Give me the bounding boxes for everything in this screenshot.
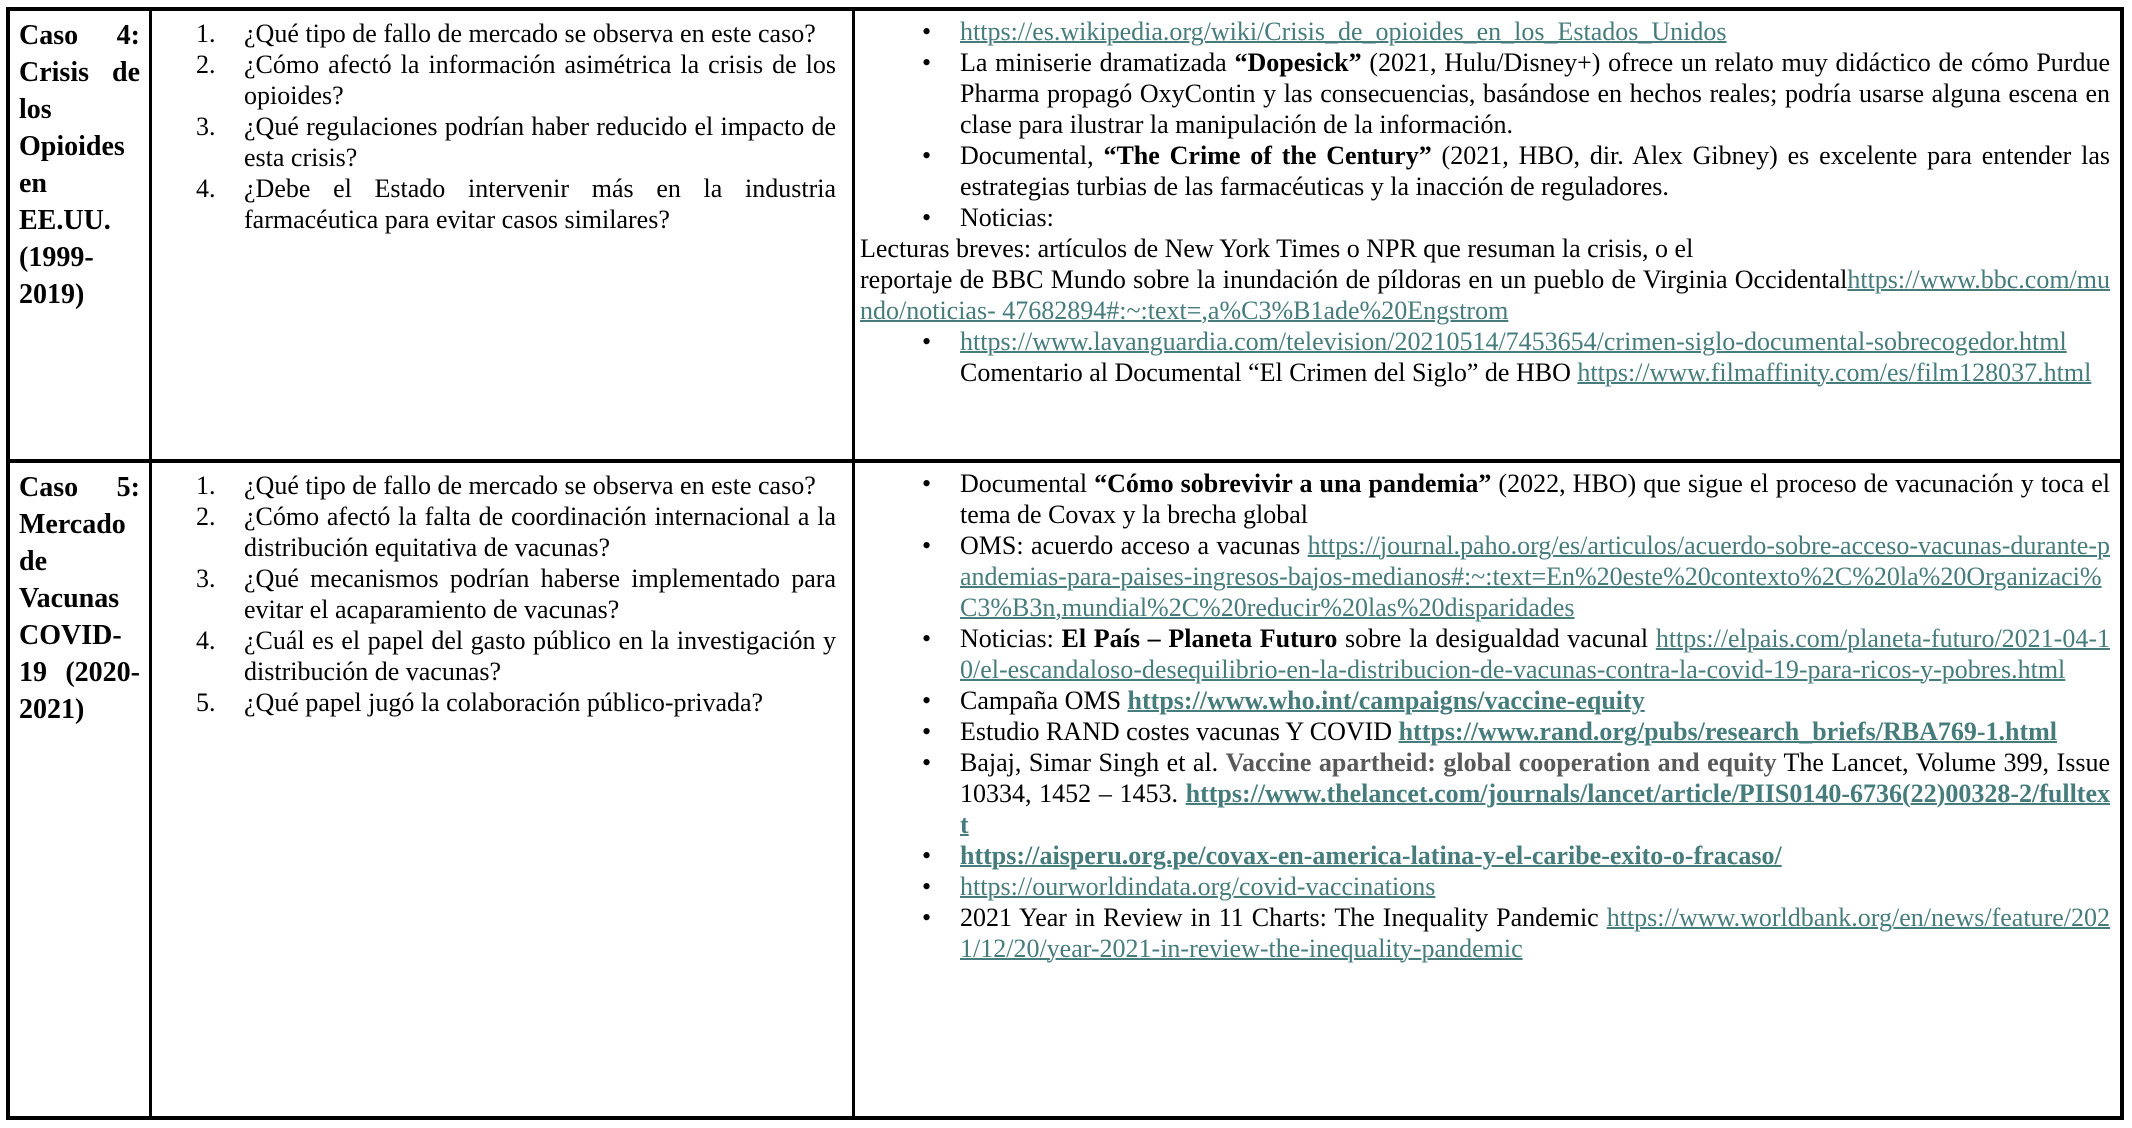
resource-text: (2021, HBO, dir. Alex Gibney) es excelente para entender las estrategias turbias de las farmacéuticas y la inacción de reguladores. <box>960 141 2110 201</box>
question-item <box>152 687 836 718</box>
question-text: ¿Debe el Estado intervenir más en la industria farmacéutica para evitar casos similares? <box>244 174 836 234</box>
cases-table <box>6 7 2124 1120</box>
resource-text: “Dopesick” <box>1234 48 1362 77</box>
resource-text: (2021, Hulu/Disney+) ofrece un relato muy didáctico de cómo Purdue Pharma propagó OxyContin y las consecuencias, basándose en hechos reales; podría usarse alguna escena en clase para ilustrar la manipulación de la información. <box>960 48 2111 139</box>
resource-text: Comentario al Documental “El Crimen del Siglo” de HBO <box>960 358 1578 387</box>
question-number: 4. <box>196 626 216 655</box>
resource-text: Noticias: <box>960 203 1054 232</box>
question-number: 1. <box>196 471 216 500</box>
question-item <box>152 625 836 687</box>
question-text: ¿Cómo afectó la información asimétrica la crisis de los opioides? <box>244 50 836 110</box>
resources-cell <box>855 11 2120 459</box>
question-text: ¿Qué papel jugó la colaboración público-privada? <box>244 688 764 717</box>
bullet-icon: • <box>922 203 932 232</box>
question-number: 4. <box>196 174 216 203</box>
question-item <box>152 111 836 173</box>
question-number: 3. <box>196 564 216 593</box>
resource-link[interactable]: https://es.wikipedia.org/wiki/Crisis_de_opioides_en_los_Estados_Unidos <box>960 17 1727 46</box>
resource-item <box>860 871 2110 902</box>
table-row-caso-5 <box>10 463 2120 1116</box>
question-item <box>152 18 836 49</box>
resource-link[interactable]: https://www.thelancet.com/journals/lancet/article/PIIS0140-6736(22)00328-2/fulltext <box>960 779 2110 839</box>
resource-link[interactable]: https://ourworldindata.org/covid-vaccinations <box>960 872 1436 901</box>
bullet-icon: • <box>922 686 932 715</box>
resources-cell <box>855 463 2120 1116</box>
question-text: ¿Qué tipo de fallo de mercado se observa en este caso? <box>244 19 816 48</box>
bullet-icon: • <box>922 872 932 901</box>
resource-text: Documental, <box>960 141 1104 170</box>
resource-link[interactable]: https://journal.paho.org/es/articulos/acuerdo-sobre-acceso-vacunas-durante-pandemias-para-paises-ingresos-bajos-medianos#:~:text=En%20este%20contexto%2C%20la%20Organizaci%C3%B3n,mundial%2C%20reducir%20las%20disparidades <box>960 531 2110 622</box>
resource-item <box>860 202 2110 233</box>
resource-text: Campaña OMS <box>960 686 1128 715</box>
question-number: 2. <box>196 50 216 79</box>
resource-item <box>860 716 2110 747</box>
question-number: 1. <box>196 19 216 48</box>
resource-item <box>860 747 2110 840</box>
resource-link[interactable]: https://www.bbc.com/mundo/noticias- 47682894#:~:text=,a%C3%B1ade%20Engstrom <box>860 265 2110 325</box>
case-title-cell <box>10 463 152 1116</box>
resource-text: sobre la desigualdad vacunal <box>1337 624 1656 653</box>
bullet-icon: • <box>922 841 932 870</box>
bullet-icon: • <box>922 903 932 932</box>
question-item <box>152 470 836 501</box>
resource-item <box>860 623 2110 685</box>
resource-paragraph <box>860 233 2110 264</box>
questions-cell <box>152 463 855 1116</box>
resource-text: reportaje de BBC Mundo sobre la inundación de píldoras en un pueblo de Virginia Occidental <box>860 265 1848 294</box>
bullet-icon: • <box>922 624 932 653</box>
bullet-icon: • <box>922 748 932 777</box>
resource-paragraph <box>860 264 2110 326</box>
question-text: ¿Cuál es el papel del gasto público en la investigación y distribución de vacunas? <box>244 626 836 686</box>
resource-link[interactable]: https://www.worldbank.org/en/news/feature/2021/12/20/year-2021-in-review-the-inequality-pandemic <box>960 903 2110 963</box>
case-title: Caso 4: Crisis de los Opioides en EE.UU. (1999-2019) <box>19 20 140 310</box>
case-title-cell <box>10 11 152 459</box>
question-item <box>152 563 836 625</box>
question-item <box>152 501 836 563</box>
resource-link[interactable]: https://www.filmaffinity.com/es/film128037.html <box>1577 358 2092 387</box>
resource-text: Lecturas breves: artículos de New York Times o NPR que resuman la crisis, o el <box>860 234 1694 263</box>
resource-text: Noticias: <box>960 624 1062 653</box>
resource-item <box>860 685 2110 716</box>
question-item <box>152 173 836 235</box>
resource-link[interactable]: https://www.who.int/campaigns/vaccine-equity <box>1127 686 1645 715</box>
question-number: 5. <box>196 688 216 717</box>
bullet-icon: • <box>922 469 932 498</box>
resource-item <box>860 530 2110 623</box>
question-text: ¿Qué regulaciones podrían haber reducido el impacto de esta crisis? <box>244 112 836 172</box>
resource-text: El País – Planeta Futuro <box>1061 624 1338 653</box>
resource-item <box>860 16 2110 47</box>
question-number: 2. <box>196 502 216 531</box>
resource-item <box>860 468 2110 530</box>
question-item <box>152 49 836 111</box>
resource-item <box>860 140 2110 202</box>
question-number: 3. <box>196 112 216 141</box>
questions-cell <box>152 11 855 459</box>
resource-text: 2021 Year in Review in 11 Charts: The Inequality Pandemic <box>960 903 1607 932</box>
resource-text: Documental <box>960 469 1095 498</box>
resource-text: Estudio RAND costes vacunas Y COVID <box>960 717 1399 746</box>
resource-link[interactable]: https://elpais.com/planeta-futuro/2021-04-10/el-escandaloso-desequilibrio-en-la-distribucion-de-vacunas-contra-la-covid-19-para-ricos-y-pobres.html <box>960 624 2110 684</box>
resource-text: La miniserie dramatizada <box>960 48 1235 77</box>
resource-item <box>860 326 2110 388</box>
question-text: ¿Cómo afectó la falta de coordinación internacional a la distribución equitativa de vacunas? <box>244 502 836 562</box>
resource-text: Bajaj, Simar Singh et al. <box>960 748 1226 777</box>
bullet-icon: • <box>922 327 932 356</box>
bullet-icon: • <box>922 141 932 170</box>
resource-item <box>860 47 2110 140</box>
resource-text: “The Crime of the Century” <box>1103 141 1432 170</box>
resource-text: (2022, HBO) que sigue el proceso de vacunación y toca el tema de Covax y la brecha global <box>960 469 2110 529</box>
question-text: ¿Qué tipo de fallo de mercado se observa en este caso? <box>244 471 816 500</box>
resource-link[interactable]: https://www.rand.org/pubs/research_briefs/RBA769-1.html <box>1398 717 2058 746</box>
case-title: Caso 5: Mercado de Vacunas COVID-19 (2020-2021) <box>19 472 140 725</box>
resource-link[interactable]: https://aisperu.org.pe/covax-en-america-latina-y-el-caribe-exito-o-fracaso/ <box>960 841 1782 870</box>
resource-item <box>860 840 2110 871</box>
bullet-icon: • <box>922 717 932 746</box>
table-row-caso-4 <box>10 11 2120 463</box>
resource-item <box>860 902 2110 964</box>
resource-text: The Lancet, Volume 399, Issue 10334, 1452 – 1453. <box>960 748 2110 808</box>
resource-text: Vaccine apartheid: global cooperation and equity <box>1225 748 1777 777</box>
resource-link[interactable]: https://www.lavanguardia.com/television/20210514/7453654/crimen-siglo-documental-sobrecogedor.html <box>960 327 2067 356</box>
bullet-icon: • <box>922 531 932 560</box>
bullet-icon: • <box>922 17 932 46</box>
resource-text: OMS: acuerdo acceso a vacunas <box>960 531 1308 560</box>
bullet-icon: • <box>922 48 932 77</box>
question-text: ¿Qué mecanismos podrían haberse implementado para evitar el acaparamiento de vacunas? <box>244 564 836 624</box>
resource-text: “Cómo sobrevivir a una pandemia” <box>1094 469 1492 498</box>
